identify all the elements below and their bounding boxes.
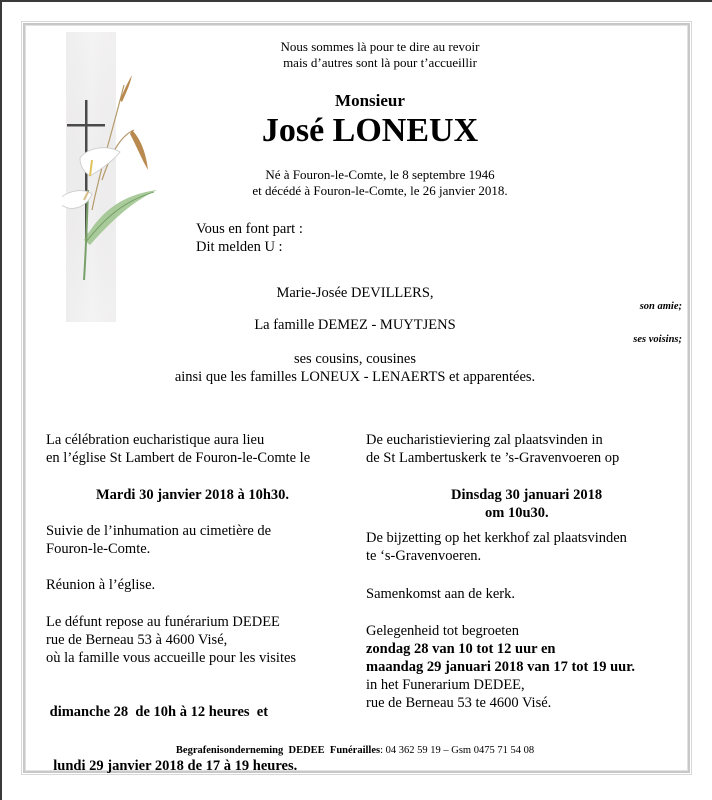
family-cousins: ses cousins, cousines bbox=[293, 351, 417, 367]
partner-relation: son amie; bbox=[639, 301, 682, 312]
fr-rest-line: rue de Berneau 53 à 4600 Visé, bbox=[46, 632, 228, 648]
nl-burial-line: De bijzetting op het kerkhof zal plaatsvinden bbox=[366, 530, 627, 546]
nl-burial-line: te ‘s-Gravenvoeren. bbox=[366, 548, 482, 564]
fr-ceremony-line: en l’église St Lambert de Fouron-le-Comte le bbox=[46, 450, 311, 466]
page-edge-top bbox=[0, 0, 712, 2]
header-quote bbox=[200, 39, 560, 71]
announce-fr: Vous en font part : bbox=[196, 221, 303, 237]
nl-meeting: Samenkomst aan de kerk. bbox=[366, 586, 515, 602]
nl-location-line: rue de Berneau 53 te 4600 Visé. bbox=[366, 695, 552, 711]
header-quote-line: mais d’autres sont là pour t’accueillir bbox=[283, 55, 477, 70]
cross-horizontal bbox=[67, 124, 105, 127]
nl-visit-line: zondag 28 van 10 tot 12 uur en bbox=[366, 641, 556, 657]
fr-visit-line: dimanche 28 de 10h à 12 heures et bbox=[46, 704, 269, 720]
fr-burial bbox=[46, 522, 271, 558]
nl-ceremony-line: De eucharistieviering zal plaatsvinden in bbox=[366, 432, 603, 448]
dutch-column bbox=[366, 431, 619, 467]
birth-death-info bbox=[230, 167, 530, 199]
footer bbox=[100, 744, 610, 757]
nl-ceremony-time: om 10u30. bbox=[485, 505, 549, 521]
fr-ceremony-line: La célébration eucharistique aura lieu bbox=[46, 432, 265, 448]
fr-ceremony-date: Mardi 30 janvier 2018 à 10h30. bbox=[96, 487, 290, 503]
nl-ceremony-date: Dinsdag 30 januari 2018 bbox=[451, 487, 603, 503]
wheat-ear bbox=[120, 75, 132, 102]
french-column bbox=[46, 431, 310, 467]
footer-company: Begrafenisonderneming DEDEE Funérailles bbox=[175, 745, 381, 756]
footer-contact: : 04 362 59 19 – Gsm 0475 71 54 08 bbox=[380, 745, 535, 756]
announce-nl: Dit melden U : bbox=[196, 239, 283, 255]
page-edge-left bbox=[0, 0, 2, 800]
birth-line: Né à Fouron-le-Comte, le 8 septembre 1946 bbox=[265, 167, 495, 182]
neighbors-relation: ses voisins; bbox=[633, 334, 682, 345]
deceased-name: José LONEUX bbox=[261, 112, 479, 149]
fr-meeting: Réunion à l’église. bbox=[46, 577, 156, 593]
family-partner: Marie-Josée DEVILLERS, bbox=[276, 285, 434, 301]
fr-burial-line: Suivie de l’inhumation au cimetière de bbox=[46, 523, 272, 539]
header-quote-line: Nous sommes là pour te dire au revoir bbox=[280, 39, 480, 54]
fr-rest-line: Le défunt repose au funérarium DEDEE bbox=[46, 614, 280, 630]
fr-rest-line: où la famille vous accueille pour les visites bbox=[46, 650, 297, 666]
fr-rest bbox=[46, 613, 296, 667]
cross-lily-illustration bbox=[62, 30, 162, 330]
death-line: et décédé à Fouron-le-Comte, le 26 janvier 2018. bbox=[252, 183, 508, 198]
nl-visit-line: maandag 29 januari 2018 van 17 tot 19 uur. bbox=[366, 659, 635, 675]
wheat-ear bbox=[130, 130, 148, 170]
nl-burial bbox=[366, 529, 627, 565]
fr-visit-line: lundi 29 janvier 2018 de 17 à 19 heures. bbox=[46, 758, 298, 774]
fr-visits bbox=[46, 667, 297, 793]
nl-visits-intro: Gelegenheid tot begroeten bbox=[366, 623, 519, 639]
family-others: ainsi que les familles LONEUX - LENAERTS et apparentées. bbox=[174, 369, 536, 385]
family-neighbors: La famille DEMEZ - MUYTJENS bbox=[254, 317, 456, 333]
announcement bbox=[196, 220, 303, 256]
nl-location-line: in het Funerarium DEDEE, bbox=[366, 677, 525, 693]
fr-burial-line: Fouron-le-Comte. bbox=[46, 541, 151, 557]
nl-location bbox=[366, 676, 551, 712]
title-prefix: Monsieur bbox=[335, 91, 405, 110]
nl-visits bbox=[366, 640, 635, 676]
nl-ceremony-line: de St Lambertuskerk te ’s-Gravenvoeren op bbox=[366, 450, 620, 466]
